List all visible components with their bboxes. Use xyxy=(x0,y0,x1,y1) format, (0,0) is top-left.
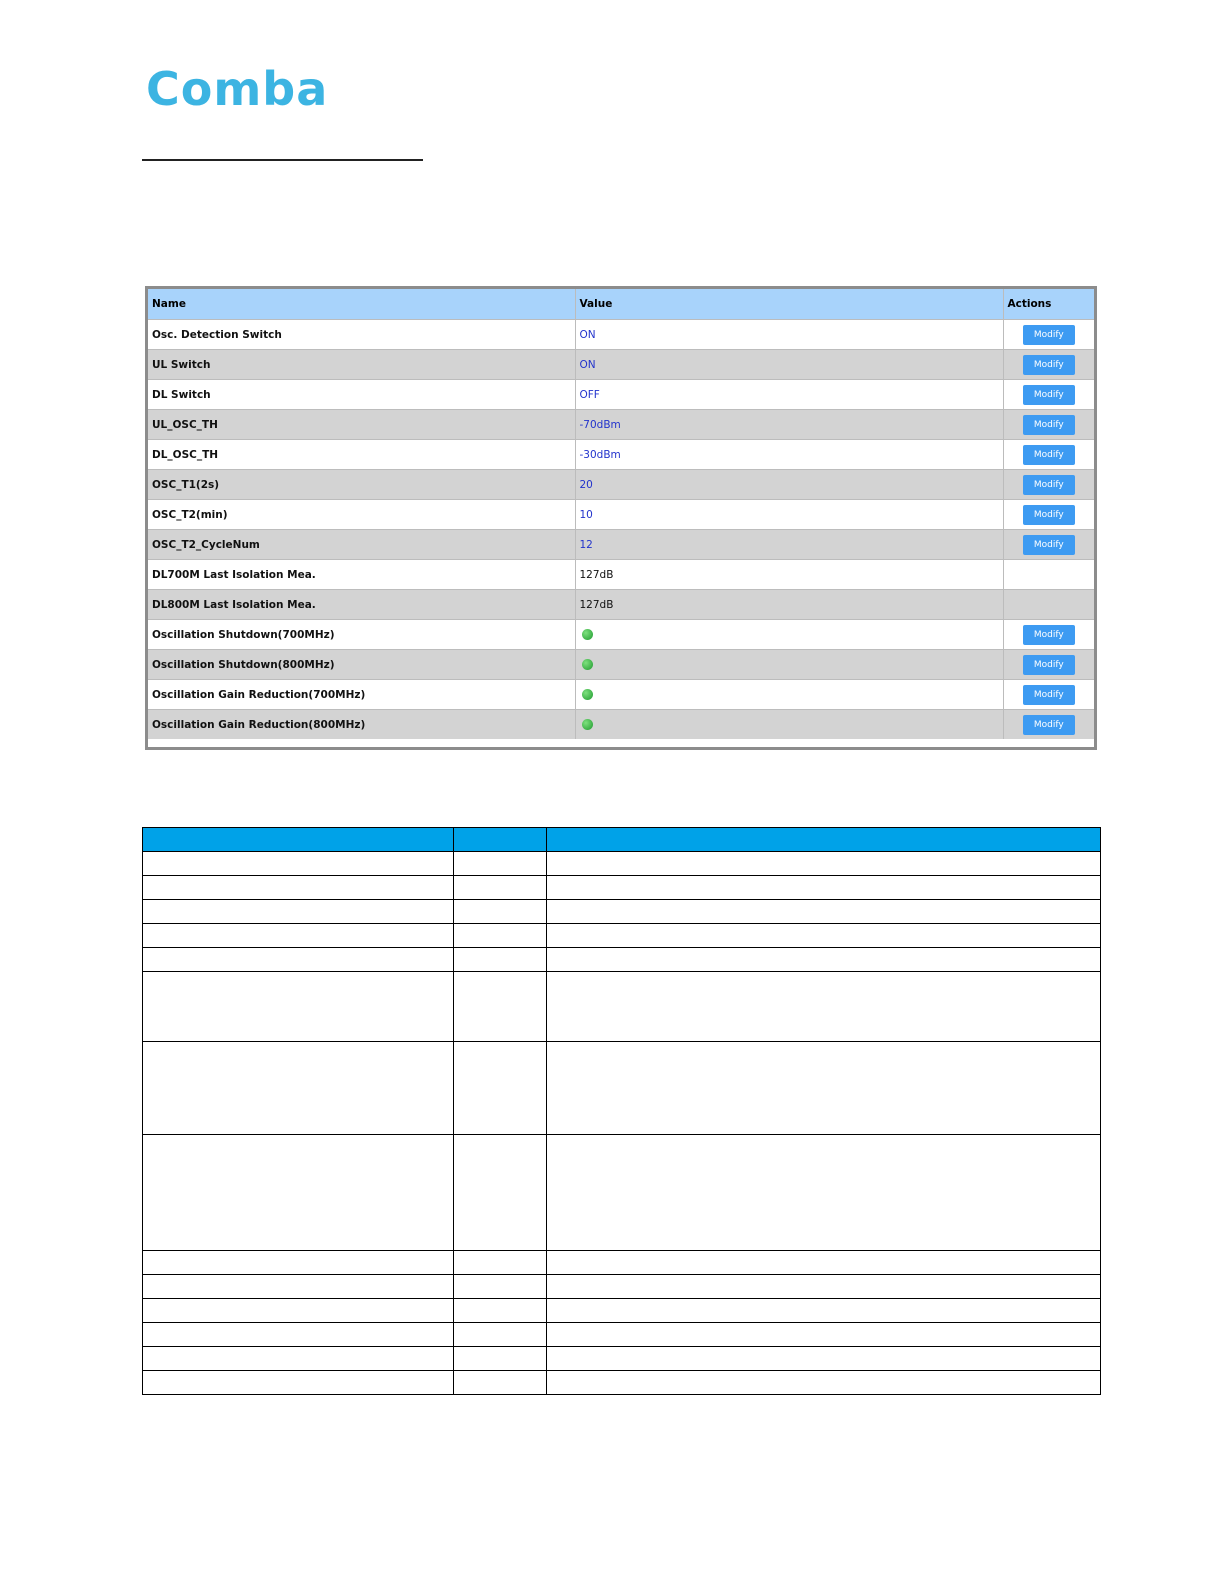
description-cell xyxy=(454,972,547,1042)
description-cell xyxy=(143,1347,454,1371)
description-cell xyxy=(454,948,547,972)
setting-actions xyxy=(1003,350,1094,380)
description-cell xyxy=(547,1299,1101,1323)
green-status-icon xyxy=(582,719,593,730)
description-cell xyxy=(143,900,454,924)
green-status-icon xyxy=(582,629,593,640)
setting-name: Oscillation Shutdown(800MHz) xyxy=(148,650,575,680)
setting-actions xyxy=(1003,380,1094,410)
description-cell xyxy=(454,1323,547,1347)
modify-button[interactable]: Modify xyxy=(1023,715,1075,735)
modify-button[interactable]: Modify xyxy=(1023,385,1075,405)
settings-row xyxy=(148,680,1094,710)
settings-row xyxy=(148,530,1094,560)
description-cell xyxy=(454,1042,547,1135)
description-cell xyxy=(547,1323,1101,1347)
setting-value: -30dBm xyxy=(575,440,1003,470)
description-row xyxy=(143,1135,1101,1251)
description-cell xyxy=(143,1275,454,1299)
description-cell xyxy=(143,1135,454,1251)
description-cell xyxy=(143,876,454,900)
description-row xyxy=(143,1347,1101,1371)
description-row xyxy=(143,1299,1101,1323)
description-cell xyxy=(547,1275,1101,1299)
description-header-cell xyxy=(143,828,454,852)
description-cell xyxy=(454,852,547,876)
settings-row xyxy=(148,380,1094,410)
setting-actions xyxy=(1003,620,1094,650)
settings-row xyxy=(148,440,1094,470)
description-cell xyxy=(547,852,1101,876)
description-row xyxy=(143,972,1101,1042)
setting-status xyxy=(575,620,1003,650)
setting-name: OSC_T2(min) xyxy=(148,500,575,530)
setting-name: DL700M Last Isolation Mea. xyxy=(148,560,575,590)
setting-value: ON xyxy=(575,350,1003,380)
setting-actions xyxy=(1003,680,1094,710)
setting-name: DL_OSC_TH xyxy=(148,440,575,470)
description-cell xyxy=(547,1042,1101,1135)
setting-name: Oscillation Gain Reduction(800MHz) xyxy=(148,710,575,740)
modify-button[interactable]: Modify xyxy=(1023,685,1075,705)
setting-name: OSC_T1(2s) xyxy=(148,470,575,500)
description-cell xyxy=(547,1251,1101,1275)
setting-value: 10 xyxy=(575,500,1003,530)
setting-actions xyxy=(1003,530,1094,560)
modify-button[interactable]: Modify xyxy=(1023,655,1075,675)
description-cell xyxy=(547,900,1101,924)
setting-value: -70dBm xyxy=(575,410,1003,440)
settings-row xyxy=(148,500,1094,530)
setting-name: Osc. Detection Switch xyxy=(148,320,575,350)
setting-name: Oscillation Gain Reduction(700MHz) xyxy=(148,680,575,710)
description-cell xyxy=(143,1042,454,1135)
setting-actions xyxy=(1003,440,1094,470)
description-cell xyxy=(454,1251,547,1275)
description-row xyxy=(143,924,1101,948)
description-cell xyxy=(143,1251,454,1275)
setting-status xyxy=(575,650,1003,680)
description-cell xyxy=(547,1371,1101,1395)
description-cell xyxy=(454,876,547,900)
description-cell xyxy=(454,1275,547,1299)
column-header-name: Name xyxy=(148,289,575,320)
description-row xyxy=(143,900,1101,924)
description-row xyxy=(143,1371,1101,1395)
modify-button[interactable]: Modify xyxy=(1023,535,1075,555)
comba-logo: Comba xyxy=(146,62,329,116)
modify-button[interactable]: Modify xyxy=(1023,625,1075,645)
modify-button[interactable]: Modify xyxy=(1023,325,1075,345)
setting-status xyxy=(575,680,1003,710)
description-header-cell xyxy=(454,828,547,852)
column-header-value: Value xyxy=(575,289,1003,320)
green-status-icon xyxy=(582,689,593,700)
description-cell xyxy=(143,852,454,876)
setting-actions xyxy=(1003,650,1094,680)
modify-button[interactable]: Modify xyxy=(1023,355,1075,375)
settings-row xyxy=(148,410,1094,440)
settings-header-row xyxy=(148,289,1094,320)
modify-button[interactable]: Modify xyxy=(1023,475,1075,495)
settings-row xyxy=(148,560,1094,590)
green-status-icon xyxy=(582,659,593,670)
settings-screenshot xyxy=(145,286,1097,750)
description-header-row xyxy=(143,828,1101,852)
setting-value: 12 xyxy=(575,530,1003,560)
setting-name: Oscillation Shutdown(700MHz) xyxy=(148,620,575,650)
setting-actions xyxy=(1003,710,1094,740)
modify-button[interactable]: Modify xyxy=(1023,505,1075,525)
column-header-actions: Actions xyxy=(1003,289,1094,320)
description-cell xyxy=(143,1299,454,1323)
description-row xyxy=(143,1042,1101,1135)
description-row xyxy=(143,876,1101,900)
modify-button[interactable]: Modify xyxy=(1023,415,1075,435)
settings-table xyxy=(148,289,1094,739)
setting-value: 127dB xyxy=(575,560,1003,590)
description-cell xyxy=(454,1135,547,1251)
description-cell xyxy=(547,948,1101,972)
setting-actions xyxy=(1003,410,1094,440)
description-cell xyxy=(143,1371,454,1395)
description-cell xyxy=(547,876,1101,900)
settings-row xyxy=(148,590,1094,620)
description-cell xyxy=(143,972,454,1042)
setting-actions xyxy=(1003,590,1094,620)
setting-status xyxy=(575,710,1003,740)
description-cell xyxy=(454,924,547,948)
setting-name: UL_OSC_TH xyxy=(148,410,575,440)
description-row xyxy=(143,852,1101,876)
setting-name: DL800M Last Isolation Mea. xyxy=(148,590,575,620)
setting-actions xyxy=(1003,560,1094,590)
description-cell xyxy=(143,948,454,972)
setting-actions xyxy=(1003,320,1094,350)
description-cell xyxy=(454,1299,547,1323)
description-table xyxy=(142,827,1101,1395)
setting-name: DL Switch xyxy=(148,380,575,410)
settings-row xyxy=(148,320,1094,350)
settings-row xyxy=(148,470,1094,500)
setting-actions xyxy=(1003,500,1094,530)
description-cell xyxy=(143,1323,454,1347)
description-row xyxy=(143,1251,1101,1275)
settings-row xyxy=(148,620,1094,650)
description-cell xyxy=(143,924,454,948)
setting-value: 127dB xyxy=(575,590,1003,620)
description-row xyxy=(143,1275,1101,1299)
header-rule xyxy=(142,159,423,161)
description-cell xyxy=(547,972,1101,1042)
description-cell xyxy=(454,900,547,924)
description-row xyxy=(143,1323,1101,1347)
settings-row xyxy=(148,650,1094,680)
setting-actions xyxy=(1003,470,1094,500)
setting-value: OFF xyxy=(575,380,1003,410)
setting-value: ON xyxy=(575,320,1003,350)
setting-name: OSC_T2_CycleNum xyxy=(148,530,575,560)
description-cell xyxy=(547,924,1101,948)
description-cell xyxy=(547,1135,1101,1251)
settings-row xyxy=(148,350,1094,380)
modify-button[interactable]: Modify xyxy=(1023,445,1075,465)
description-cell xyxy=(547,1347,1101,1371)
settings-row xyxy=(148,710,1094,740)
setting-name: UL Switch xyxy=(148,350,575,380)
description-cell xyxy=(454,1371,547,1395)
setting-value: 20 xyxy=(575,470,1003,500)
description-header-cell xyxy=(547,828,1101,852)
description-row xyxy=(143,948,1101,972)
description-cell xyxy=(454,1347,547,1371)
